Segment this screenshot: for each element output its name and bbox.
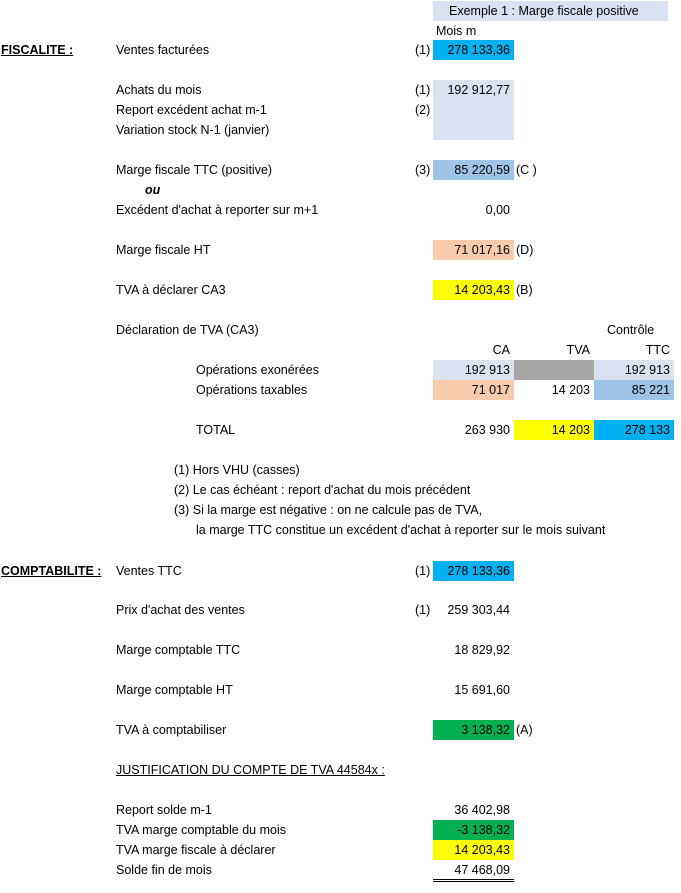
ca3-total-ca: 263 930	[464, 423, 510, 437]
tva-comptabiliser-label: TVA à comptabiliser	[116, 723, 227, 737]
tva-marge-comptable-value: -3 138,32	[433, 820, 514, 840]
ou-label: ou	[145, 183, 161, 197]
ca3-row-label: Opérations exonérées	[196, 363, 319, 377]
tag-b: (B)	[516, 283, 533, 297]
report-solde-value: 36 402,98	[454, 803, 510, 817]
marge-fiscale-ht-value: 71 017,16	[433, 240, 514, 260]
tva-comptabiliser-value: 3 138,32	[433, 720, 514, 740]
note-ref: (3)	[415, 163, 431, 177]
ca3-row-label: Opérations taxables	[196, 383, 308, 397]
col-tva-header: TVA	[566, 343, 590, 357]
marge-comptable-ht-value: 15 691,60	[454, 683, 510, 697]
tva-ca3-label: TVA à déclarer CA3	[116, 283, 226, 297]
tag-c: (C )	[516, 163, 537, 177]
ca3-tax-tva: 14 203	[551, 383, 590, 397]
prix-achat-value: 259 303,44	[447, 603, 510, 617]
note-ref: (1)	[415, 83, 431, 97]
col-ca-header: CA	[492, 343, 510, 357]
marge-fiscale-ht-label: Marge fiscale HT	[116, 243, 211, 257]
month-label: Mois m	[436, 24, 477, 38]
solde-fin-mois-value: 47 468,09	[433, 860, 514, 882]
ventes-ttc-value: 278 133,36	[433, 561, 514, 581]
ventes-factures-value: 278 133,36	[433, 40, 514, 60]
ca3-exo-tva	[514, 360, 594, 380]
report-excedent-label: Report excédent achat m-1	[116, 103, 267, 117]
marge-comptable-ttc-label: Marge comptable TTC	[116, 643, 241, 657]
footnote: (3) Si la marge est négative : on ne calcule pas de TVA,	[174, 503, 483, 517]
marge-fiscale-ttc-value: 85 220,59	[433, 160, 514, 180]
justification-row-label: TVA marge fiscale à déclarer	[116, 843, 276, 857]
justification-row-label: Report solde m-1	[116, 803, 212, 817]
ca3-total-tva: 14 203	[514, 420, 594, 440]
tva-ca3-value: 14 203,43	[433, 280, 514, 300]
ca3-title: Déclaration de TVA (CA3)	[116, 323, 259, 337]
variation-stock-label: Variation stock N-1 (janvier)	[116, 123, 270, 137]
ca3-exo-ca: 192 913	[433, 360, 514, 380]
ventes-factures-label: Ventes facturées	[116, 43, 210, 57]
marge-comptable-ht-label: Marge comptable HT	[116, 683, 233, 697]
justification-title: JUSTIFICATION DU COMPTE DE TVA 44584x :	[116, 763, 385, 777]
footnote: la marge TTC constitue un excédent d'achat à reporter sur le mois suivant	[196, 523, 606, 537]
ca3-tax-ttc: 85 221	[594, 380, 674, 400]
footnote: (1) Hors VHU (casses)	[174, 463, 300, 477]
tva-marge-fiscale-value: 14 203,43	[433, 840, 514, 860]
marge-comptable-ttc-value: 18 829,92	[454, 643, 510, 657]
ca3-exo-ttc: 192 913	[594, 360, 674, 380]
excedent-achat-value: 0,00	[485, 203, 510, 217]
marge-fiscale-ttc-label: Marge fiscale TTC (positive)	[116, 163, 273, 177]
prix-achat-label: Prix d'achat des ventes	[116, 603, 245, 617]
ca3-total-ttc: 278 133	[594, 420, 674, 440]
ventes-ttc-label: Ventes TTC	[116, 564, 182, 578]
controle-label: Contrôle	[607, 323, 655, 337]
excedent-achat-label: Excédent d'achat à reporter sur m+1	[116, 203, 319, 217]
footnote: (2) Le cas échéant : report d'achat du mois précédent	[174, 483, 471, 497]
example-title: Exemple 1 : Marge fiscale positive	[433, 1, 668, 21]
note-ref: (2)	[415, 103, 431, 117]
tag-d: (D)	[516, 243, 534, 257]
achats-label: Achats du mois	[116, 83, 202, 97]
ca3-tax-ca: 71 017	[433, 380, 514, 400]
tag-a: (A)	[516, 723, 533, 737]
justification-row-label: Solde fin de mois	[116, 863, 212, 877]
achats-value: 192 912,77	[447, 83, 510, 97]
col-ttc-header: TTC	[645, 343, 670, 357]
justification-row-label: TVA marge comptable du mois	[116, 823, 286, 837]
note-ref: (1)	[415, 564, 431, 578]
note-ref: (1)	[415, 603, 431, 617]
section-fiscalite: FISCALITE :	[1, 43, 74, 57]
section-comptabilite: COMPTABILITE :	[1, 564, 102, 578]
note-ref: (1)	[415, 43, 431, 57]
ca3-total-label: TOTAL	[196, 423, 236, 437]
